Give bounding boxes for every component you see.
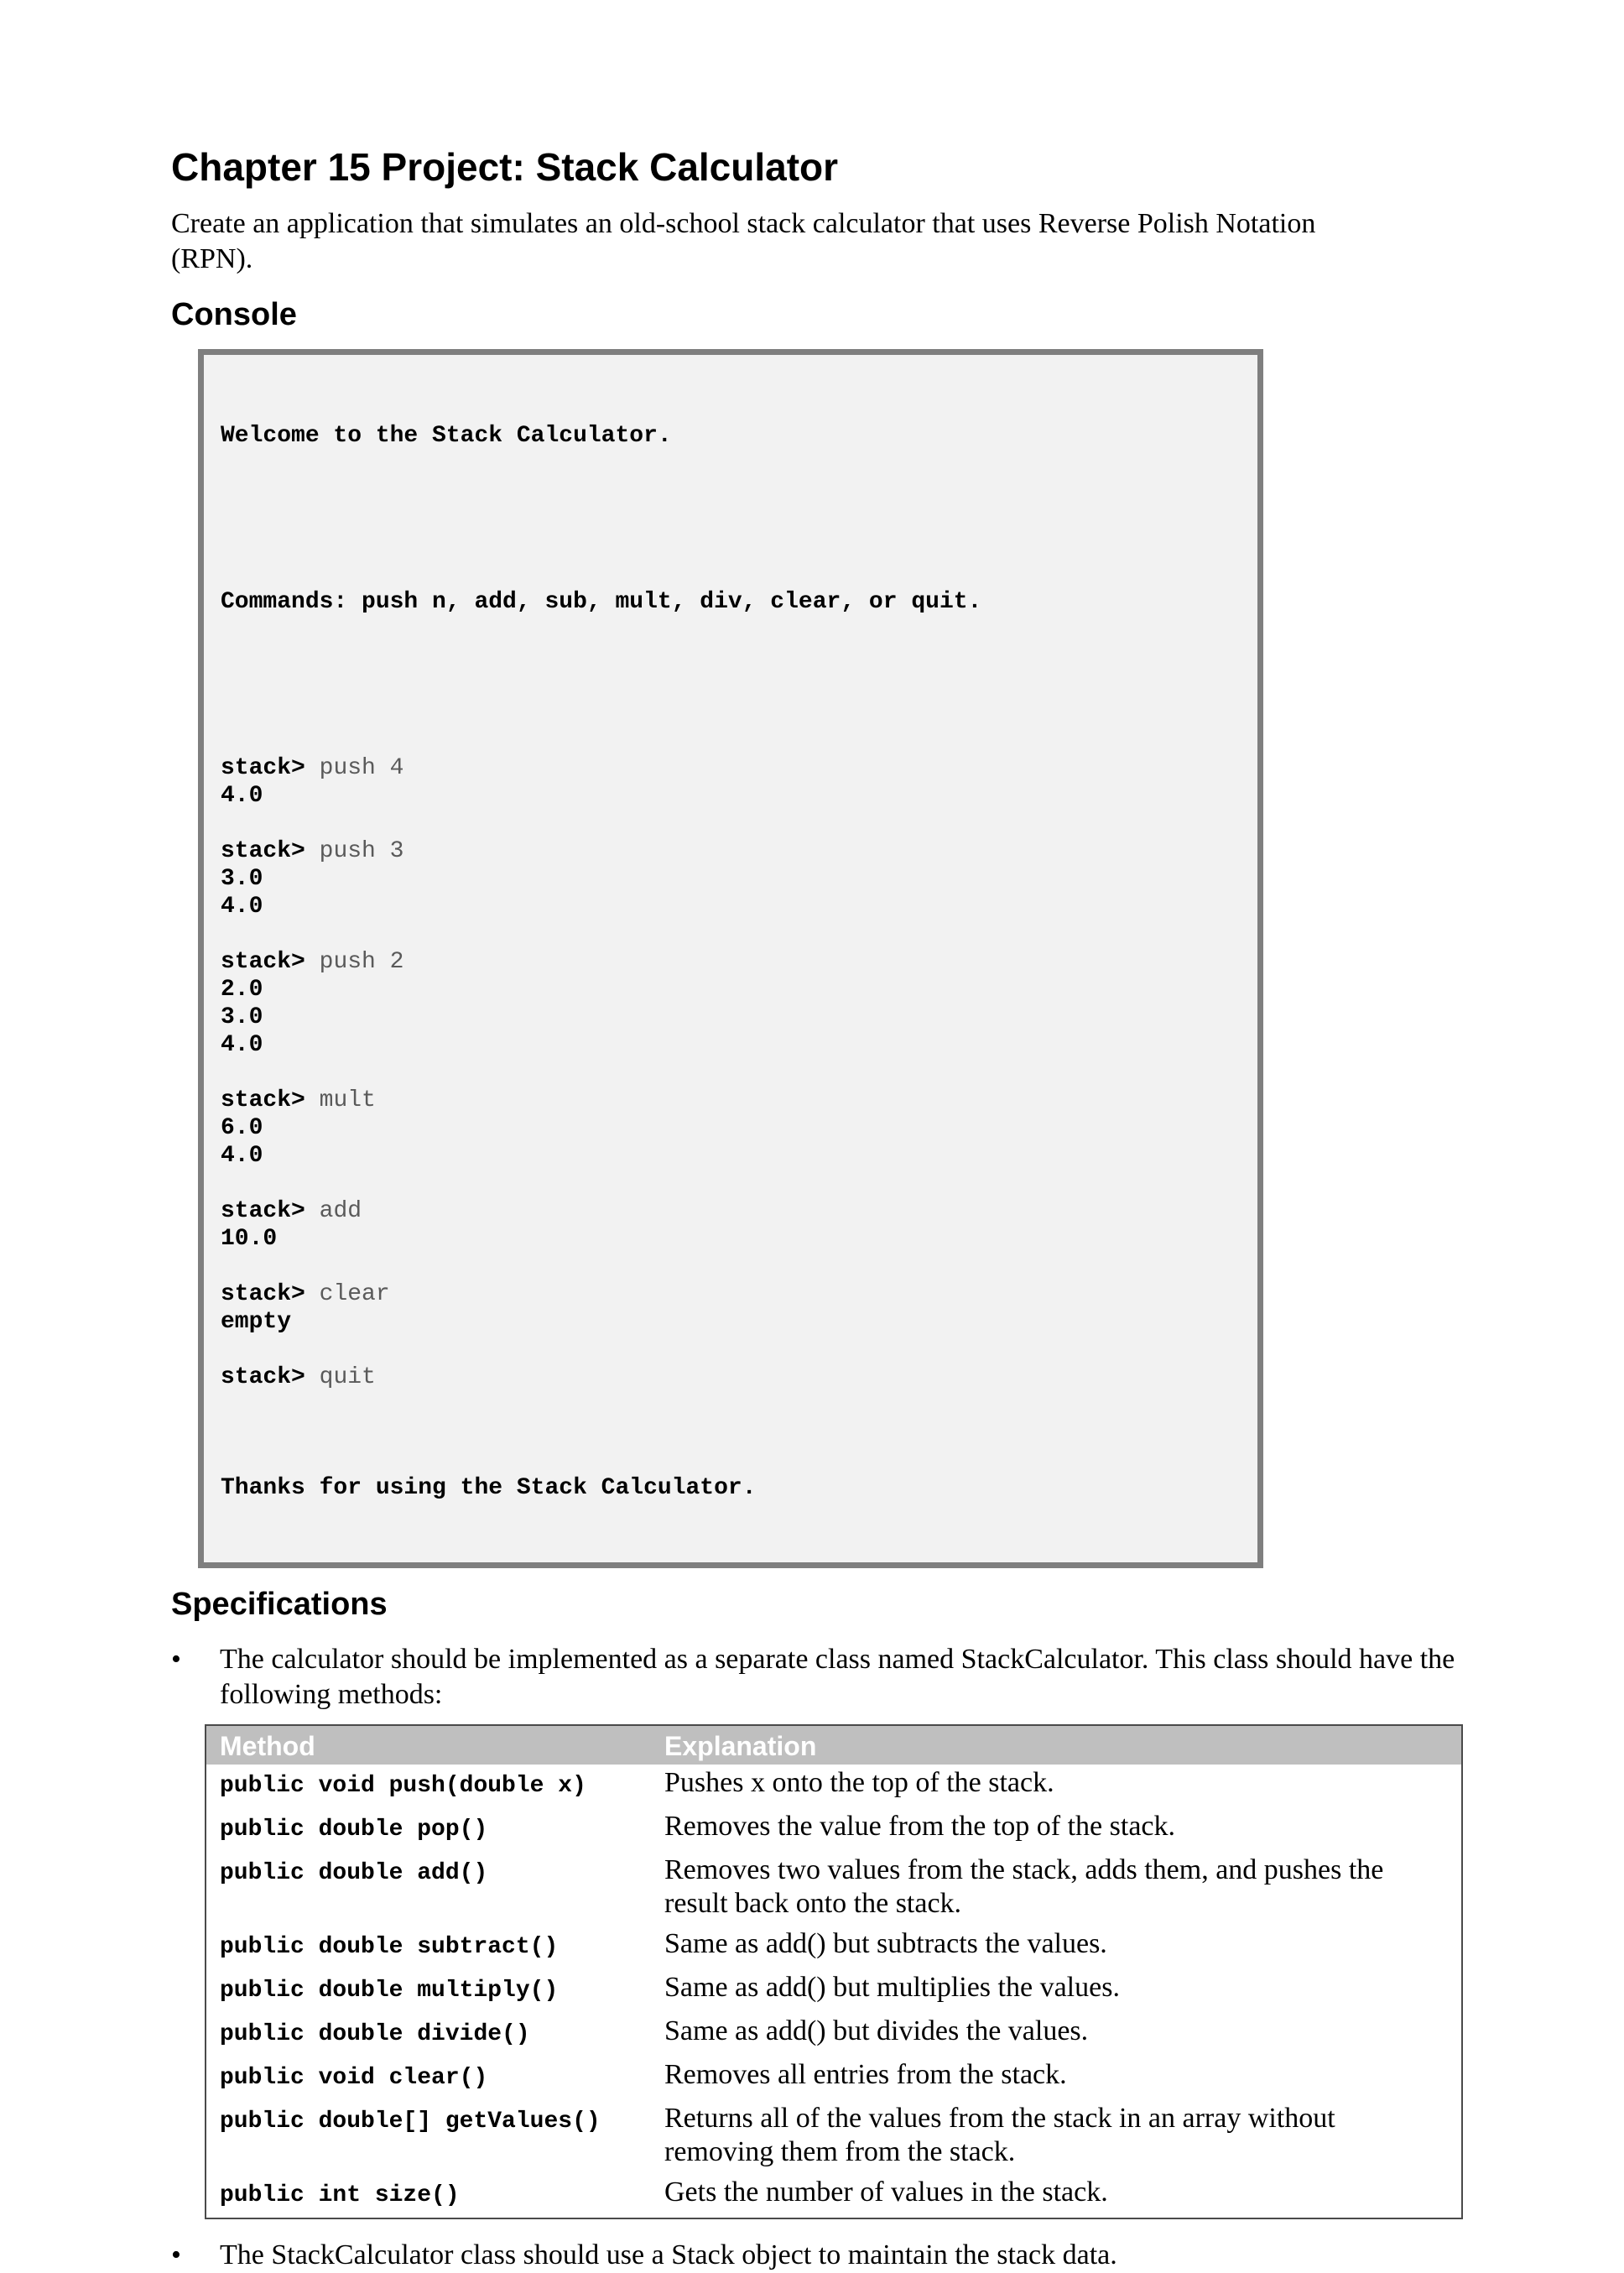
console-output-box <box>198 349 1263 1568</box>
method-signature: public double pop() <box>220 1817 488 1843</box>
method-explanation: Removes the value from the top of the stack. <box>664 1811 1175 1842</box>
method-explanation: Same as add() but multiplies the values. <box>664 1972 1120 2003</box>
console-prompt: stack> <box>221 838 305 864</box>
console-output-line: 3.0 <box>221 1004 263 1030</box>
console-user-input: push 4 <box>319 755 404 781</box>
console-prompt-line <box>221 837 1241 865</box>
page-title: Chapter 15 Project: Stack Calculator <box>171 145 839 189</box>
console-prompt: stack> <box>221 1364 305 1390</box>
method-explanation: Removes two values from the stack, adds them, and pushes the result back onto the stack. <box>664 1854 1384 1919</box>
console-heading: Console <box>171 297 297 332</box>
console-output-line: 6.0 <box>221 1115 263 1141</box>
console-prompt-line <box>221 1280 1241 1308</box>
table-row <box>206 1808 1462 1852</box>
method-signature: public int size() <box>220 2182 460 2208</box>
document-page <box>171 143 1480 2273</box>
console-prompt: stack> <box>221 949 305 975</box>
methods-table <box>205 1724 1463 2219</box>
table-row <box>206 1926 1462 1969</box>
method-explanation: Same as add() but divides the values. <box>664 2015 1089 2046</box>
method-signature: public void clear() <box>220 2065 488 2091</box>
table-row <box>206 2100 1462 2174</box>
console-commands: Commands: push n, add, sub, mult, div, clear, or quit. <box>221 589 982 615</box>
header-method: Method <box>206 1725 651 1765</box>
method-signature: public double[] getValues() <box>220 2109 601 2135</box>
console-prompt: stack> <box>221 1281 305 1307</box>
console-output-line: 2.0 <box>221 977 263 1003</box>
console-user-input: mult <box>319 1087 376 1113</box>
console-prompt-line <box>221 1197 1241 1225</box>
specifications-list-continued <box>171 2238 1480 2273</box>
console-prompt-line <box>221 1363 1241 1391</box>
method-explanation: Same as add() but subtracts the values. <box>664 1928 1107 1959</box>
console-user-input: clear <box>319 1281 390 1307</box>
method-signature: public void push(double x) <box>220 1773 586 1799</box>
console-user-input: quit <box>319 1364 376 1390</box>
list-item <box>171 1642 1480 1713</box>
method-signature: public double multiply() <box>220 1978 559 2004</box>
console-output-line: 4.0 <box>221 783 263 809</box>
bullet-text: The calculator should be implemented as a separate class named StackCalculator. This class should have the following methods: <box>220 1644 1455 1710</box>
bullet-glyph: • <box>171 2239 181 2270</box>
table-row <box>206 2174 1462 2218</box>
method-explanation: Pushes x onto the top of the stack. <box>664 1767 1054 1798</box>
console-prompt-line <box>221 1087 1241 1114</box>
console-output-line: 4.0 <box>221 1143 263 1169</box>
table-row <box>206 1765 1462 1808</box>
console-prompt: stack> <box>221 1087 305 1113</box>
console-output-line: 4.0 <box>221 1032 263 1058</box>
console-prompt-line <box>221 754 1241 782</box>
console-sessions <box>221 754 1241 1419</box>
method-explanation: Removes all entries from the stack. <box>664 2059 1067 2090</box>
console-user-input: push 3 <box>319 838 404 864</box>
specifications-heading: Specifications <box>171 1587 388 1622</box>
console-output-line: 10.0 <box>221 1226 278 1252</box>
method-explanation: Returns all of the values from the stack in an array without removing them from the stack. <box>664 2103 1335 2167</box>
header-explanation: Explanation <box>651 1725 1462 1765</box>
console-prompt-line <box>221 948 1241 976</box>
method-explanation: Gets the number of values in the stack. <box>664 2177 1108 2208</box>
console-user-input: add <box>319 1198 362 1224</box>
specifications-list <box>171 1642 1480 1713</box>
console-output-line: 3.0 <box>221 866 263 892</box>
bullet-glyph: • <box>171 1644 181 1675</box>
method-signature: public double divide() <box>220 2021 530 2047</box>
console-prompt: stack> <box>221 755 305 781</box>
console-user-input: push 2 <box>319 949 404 975</box>
table-row <box>206 2013 1462 2057</box>
table-header-row <box>206 1725 1462 1765</box>
console-prompt: stack> <box>221 1198 305 1224</box>
console-welcome: Welcome to the Stack Calculator. <box>221 423 672 449</box>
methods-table-body <box>206 1765 1462 2218</box>
intro-paragraph: Create an application that simulates an old-school stack calculator that uses Reverse Polish Notation (RPN). <box>171 208 1316 274</box>
method-signature: public double add() <box>220 1860 488 1886</box>
console-output-line: empty <box>221 1309 292 1335</box>
bullet-text: The StackCalculator class should use a Stack object to maintain the stack data. <box>220 2239 1117 2270</box>
console-goodbye: Thanks for using the Stack Calculator. <box>221 1475 757 1501</box>
method-signature: public double subtract() <box>220 1934 559 1960</box>
list-item <box>171 2238 1480 2273</box>
table-row <box>206 1852 1462 1926</box>
table-row <box>206 1969 1462 2013</box>
table-row <box>206 2057 1462 2100</box>
console-output-line: 4.0 <box>221 894 263 920</box>
